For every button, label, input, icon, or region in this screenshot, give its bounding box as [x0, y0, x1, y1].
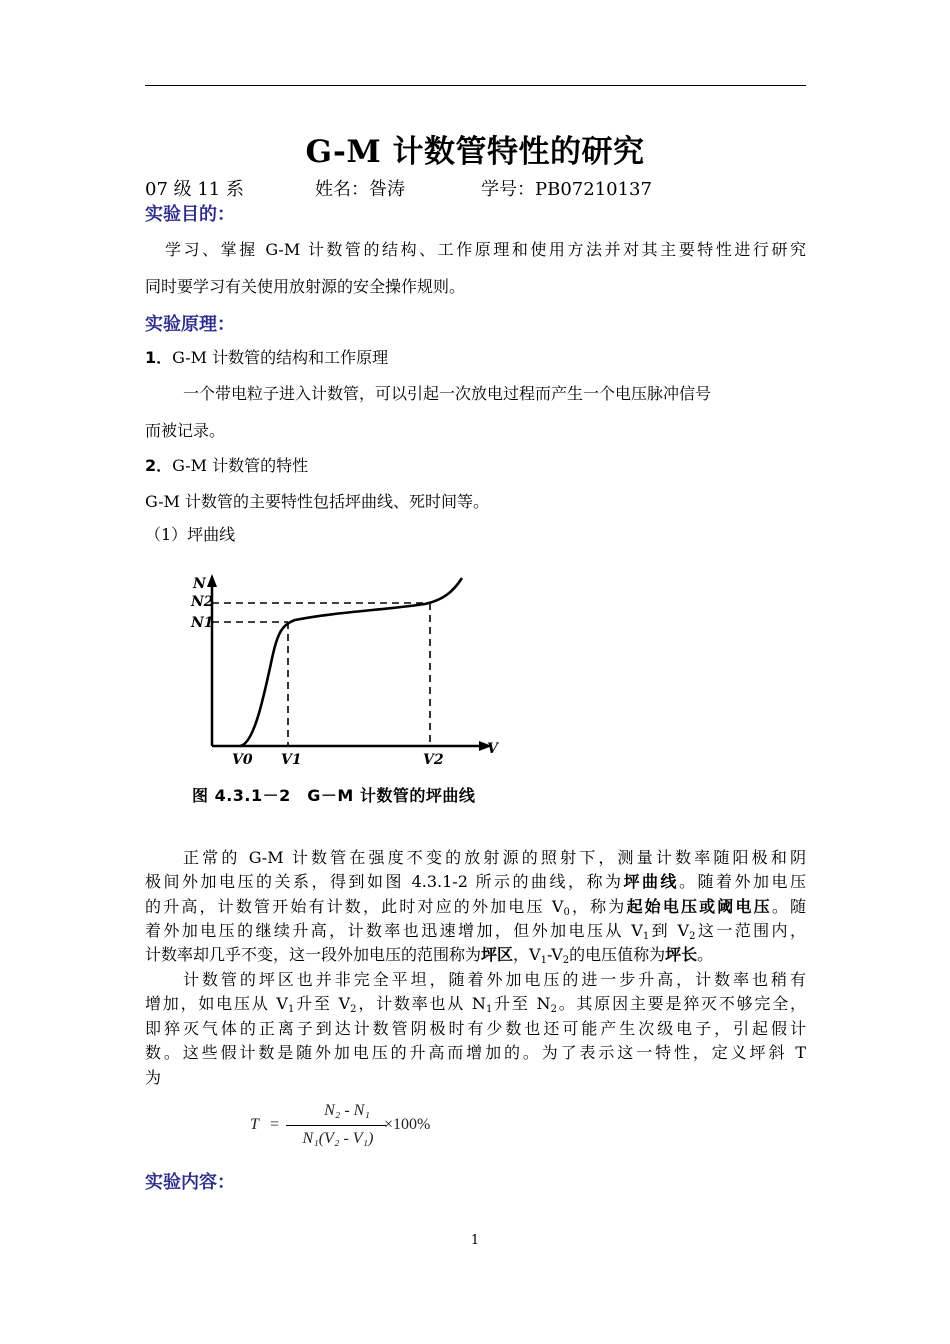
- para1-line-4: 着外加电压的继续升高，计数率也迅速增加，但外加电压从 $V_1$到 $V_2$这一范围内，: [145, 921, 806, 942]
- page-number: 1: [470, 1233, 480, 1248]
- label-v2: V2: [423, 752, 444, 768]
- purpose-line-1: 学习、掌握 G-M 计数管的结构、工作原理和使用方法并对其主要特性进行研究: [165, 240, 806, 259]
- heading-principle: 实验原理：: [145, 314, 235, 335]
- para2-line-4: 数。这些假计数是随外加电压的升高而增加的。为了表示这一特性，定义坪斜 T: [145, 1043, 806, 1062]
- para2-line-3: 即猝灭气体的正离子到达计数管阴极时有少数也还可能产生次级电子，引起假计: [145, 1019, 806, 1038]
- para1-line-3: 的升高，计数管开始有计数，此时对应的外加电压 $V_0$，称为起始电压或阈电压。随: [145, 897, 806, 918]
- y-axis-arrow-icon: [207, 574, 217, 587]
- formula-denominator: N₁(V₂ - V₁): [302, 1130, 374, 1147]
- para1-line-1: 正常的 G-M 计数管在强度不变的放射源的照射下，测量计数率随阳极和阴: [183, 848, 806, 867]
- formula-tail: ×100%: [384, 1116, 431, 1133]
- author-student-id: 学号：PB07210137: [481, 179, 652, 200]
- para2-line-2: 增加，如电压从 $V_1$升至 $V_2$，计数率也从 $N_1$升至 $N_2$。其原因主要是猝灭不够完全，: [145, 994, 806, 1015]
- page-title: G-M 计数管特性的研究: [305, 134, 645, 170]
- para1-line-2: 极间外加电压的关系，得到如图 4.3.1-2 所示的曲线，称为坪曲线。随着外加电压: [145, 872, 806, 891]
- formula-fraction-bar: [286, 1125, 386, 1126]
- subsection-2-title: 2．G-M 计数管的特性: [145, 456, 309, 475]
- formula-lhs: T: [250, 1116, 259, 1133]
- label-v: V: [487, 741, 498, 757]
- subsection-2-intro: G-M 计数管的主要特性包括坪曲线、死时间等。: [145, 492, 489, 511]
- label-n: N: [193, 576, 206, 592]
- subsection-1-line-1: 一个带电粒子进入计数管，可以引起一次放电过程而产生一个电压脉冲信号: [183, 384, 712, 403]
- subsection-1-line-2: 而被记录。: [145, 421, 226, 440]
- label-v1: V1: [281, 752, 302, 768]
- term-threshold-voltage: 起始电压或阈电压: [626, 897, 772, 916]
- author-class: 07 级 11 系: [145, 179, 244, 200]
- purpose-line-2: 同时要学习有关使用放射源的安全操作规则。: [145, 277, 466, 296]
- item-plateau-curve: （1）坪曲线: [145, 525, 236, 544]
- author-name: 姓名：昝涛: [315, 179, 405, 200]
- para1-line-5: 计数率却几乎不变，这一段外加电压的范围称为坪区，$V_1-V_2$的电压值称为坪长。: [145, 945, 714, 966]
- figure-caption: 图 4.3.1－2 G－M 计数管的坪曲线: [192, 786, 476, 805]
- term-plateau-region: 坪区: [481, 945, 514, 964]
- para2-line-5: 为: [145, 1068, 162, 1087]
- subsection-1-title: 1．G-M 计数管的结构和工作原理: [145, 348, 389, 367]
- header-rule: [145, 85, 806, 86]
- para2-line-1: 计数管的坪区也并非完全平坦，随着外加电压的进一步升高，计数率也稍有: [183, 970, 806, 989]
- formula-equals: =: [270, 1116, 280, 1133]
- label-v0: V0: [232, 752, 253, 768]
- heading-purpose: 实验目的：: [145, 204, 235, 225]
- label-n1: N1: [191, 615, 214, 631]
- label-n2: N2: [191, 594, 214, 610]
- plateau-curve-figure: [185, 570, 515, 775]
- term-plateau-length: 坪长: [665, 945, 698, 964]
- heading-content: 实验内容：: [145, 1172, 235, 1193]
- formula-numerator: N₂ - N₁: [324, 1102, 370, 1119]
- term-plateau-curve: 坪曲线: [623, 872, 679, 891]
